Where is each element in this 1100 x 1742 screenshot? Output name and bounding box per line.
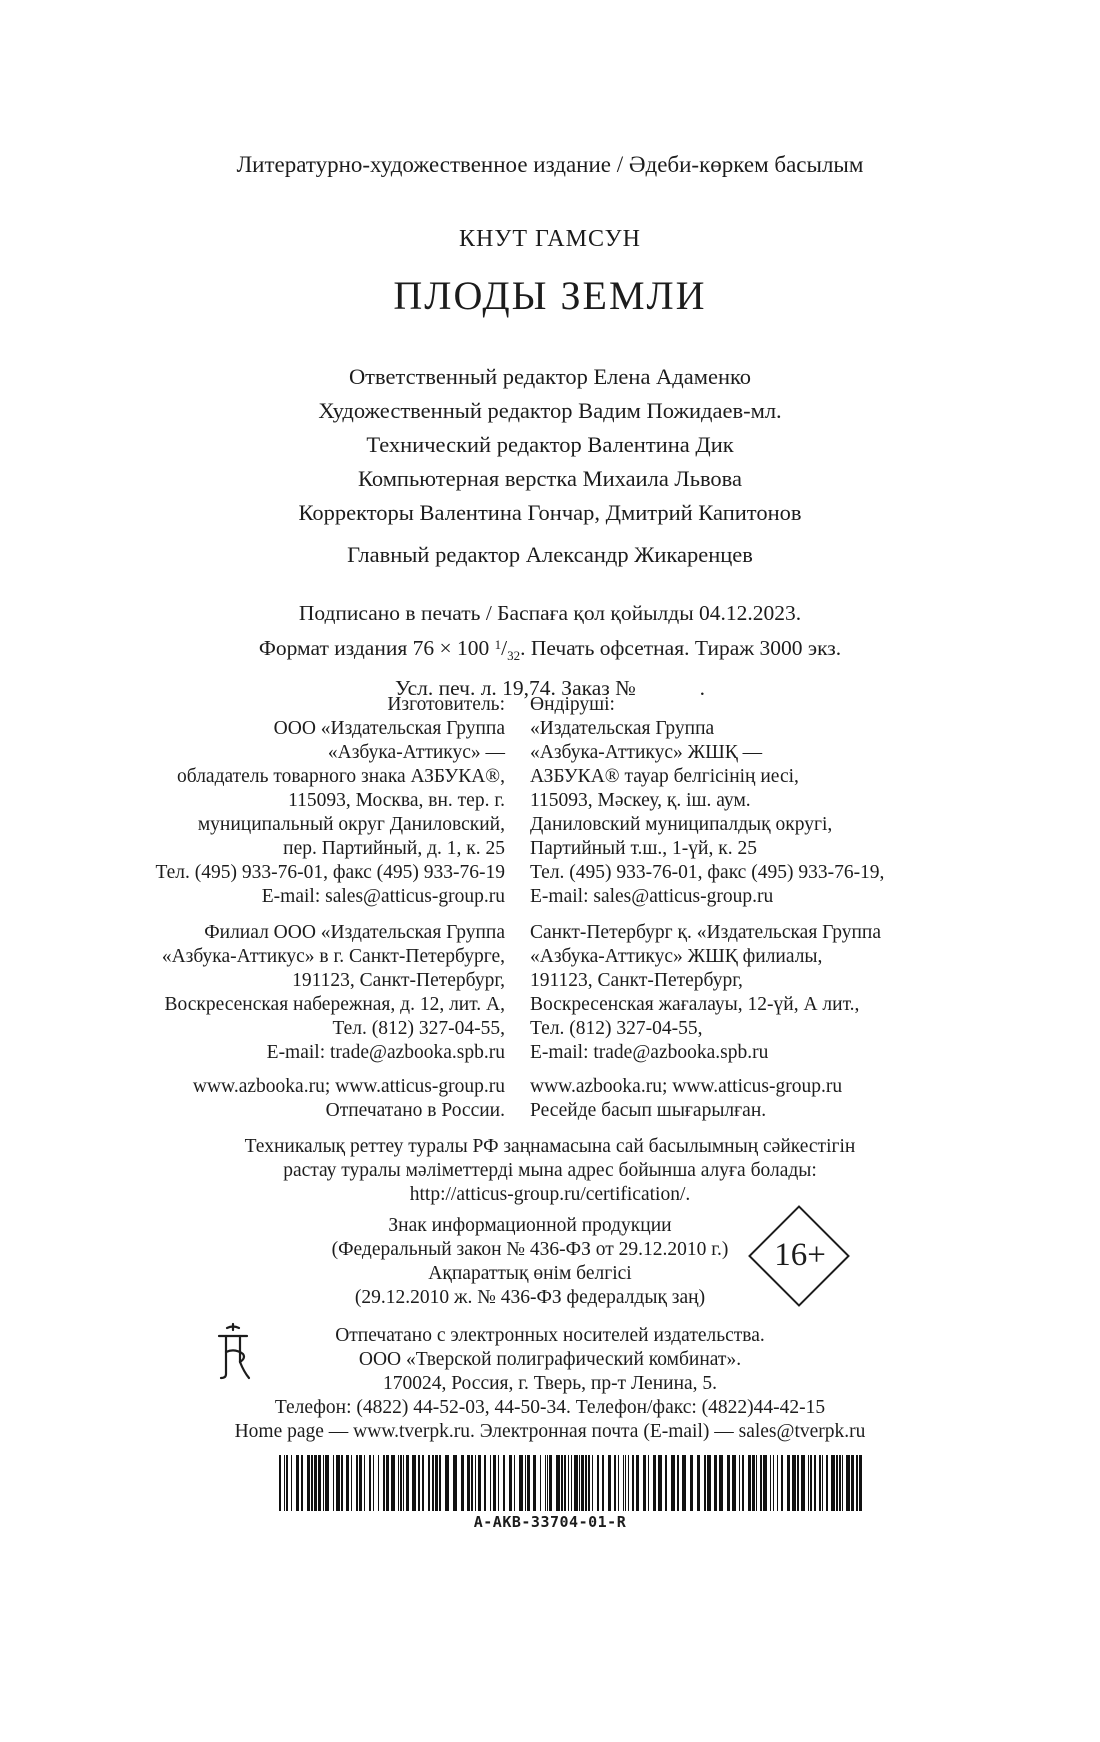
barcode-bar bbox=[819, 1455, 821, 1511]
barcode-bar bbox=[333, 1455, 334, 1511]
barcode-bar bbox=[540, 1455, 541, 1511]
info-mark-block bbox=[260, 1214, 800, 1310]
email-line: E-mail: trade@azbooka.spb.ru bbox=[266, 1042, 505, 1063]
barcode-bar bbox=[742, 1455, 744, 1511]
barcode-bar bbox=[356, 1455, 358, 1511]
barcode-bar bbox=[810, 1455, 812, 1511]
barcode-bar bbox=[588, 1455, 590, 1511]
barcode-bar bbox=[682, 1455, 686, 1511]
barcode-bar bbox=[346, 1455, 349, 1511]
text-line: 115093, Москва, вн. тер. г. bbox=[288, 790, 505, 811]
barcode-bar bbox=[439, 1455, 441, 1511]
barcode-bar bbox=[406, 1455, 409, 1511]
barcode-bar bbox=[325, 1455, 329, 1511]
barcode-bar bbox=[777, 1455, 778, 1511]
email-line: E-mail: trade@azbooka.spb.ru bbox=[530, 1042, 769, 1063]
branch-ru bbox=[75, 921, 505, 1065]
barcode-bar bbox=[453, 1455, 457, 1511]
barcode-bar bbox=[579, 1455, 580, 1511]
barcode-bar bbox=[412, 1455, 416, 1511]
barcode-bar bbox=[461, 1455, 464, 1511]
text-line: Воскресенская жағалауы, 12-үй, А лит., bbox=[530, 994, 860, 1015]
text-line: 191123, Санкт-Петербург, bbox=[530, 970, 743, 991]
barcode-bar bbox=[422, 1455, 424, 1511]
barcode-bar bbox=[291, 1455, 292, 1511]
barcode-bar bbox=[286, 1455, 288, 1511]
barcode-bar bbox=[398, 1455, 399, 1511]
barcode-bar bbox=[792, 1455, 796, 1511]
text-line: обладатель товарного знака АЗБУКА®, bbox=[177, 766, 505, 787]
barcode-bar bbox=[549, 1455, 552, 1511]
web-kz bbox=[530, 1075, 950, 1123]
barcode-bar bbox=[628, 1455, 629, 1511]
text-line: Телефон: (4822) 44-52-03, 44-50-34. Телефон/факс: (4822)44-42-15 bbox=[274, 1397, 826, 1418]
barcode-bar bbox=[383, 1455, 385, 1511]
printer-block bbox=[180, 1324, 920, 1444]
barcode-bar bbox=[296, 1455, 299, 1511]
barcode-bar bbox=[707, 1455, 711, 1511]
volume-line: Усл. печ. л. 19,74. Заказ № . bbox=[394, 676, 706, 700]
barcode-bar bbox=[842, 1455, 843, 1511]
email-line: E-mail: sales@atticus-group.ru bbox=[261, 886, 505, 907]
barcode-bar bbox=[836, 1455, 838, 1511]
barcode-bar bbox=[665, 1455, 667, 1511]
barcode-bar bbox=[614, 1455, 616, 1511]
barcode-bar bbox=[509, 1455, 512, 1511]
barcode-bar bbox=[359, 1455, 362, 1511]
text-line: Тел. (495) 933-76-01, факс (495) 933-76-19, bbox=[530, 862, 885, 883]
barcode-bar bbox=[307, 1455, 310, 1511]
barcode-bar bbox=[763, 1455, 767, 1511]
barcode-bar bbox=[279, 1455, 281, 1511]
barcode-bar bbox=[400, 1455, 402, 1511]
barcode-bar bbox=[484, 1455, 486, 1511]
barcode-bar bbox=[435, 1455, 438, 1511]
barcode-bar bbox=[351, 1455, 352, 1511]
barcode-bar bbox=[719, 1455, 723, 1511]
barcode-bar bbox=[311, 1455, 313, 1511]
barcode-bar bbox=[373, 1455, 374, 1511]
credit-line: Компьютерная верстка Михаила Львова bbox=[357, 466, 742, 491]
text-line: ООО «Тверской полиграфический комбинат». bbox=[358, 1349, 742, 1370]
barcode-bar bbox=[697, 1455, 700, 1511]
website-line: www.azbooka.ru; www.atticus-group.ru bbox=[192, 1076, 505, 1097]
barcode-bar bbox=[318, 1455, 321, 1511]
barcode-bar bbox=[814, 1455, 816, 1511]
barcode-bar bbox=[284, 1455, 285, 1511]
barcode-bar bbox=[527, 1455, 530, 1511]
text-line: Знак информационной продукции bbox=[388, 1215, 672, 1236]
barcode-bar bbox=[369, 1455, 371, 1511]
text-line: ООО «Издательская Группа bbox=[273, 718, 505, 739]
barcode-bar bbox=[801, 1455, 805, 1511]
barcode-bar bbox=[643, 1455, 646, 1511]
chief-editor: Главный редактор Александр Жикаренцев bbox=[347, 542, 753, 567]
text-line: муниципальный округ Даниловский, bbox=[197, 814, 505, 835]
barcode-bar bbox=[797, 1455, 799, 1511]
text-line: пер. Партийный, д. 1, к. 25 bbox=[283, 838, 505, 859]
barcode-bar bbox=[856, 1455, 858, 1511]
barcode-bar bbox=[571, 1455, 572, 1511]
barcode-bar bbox=[781, 1455, 783, 1511]
web-ru bbox=[75, 1075, 505, 1123]
format-line: Формат издания 76 × 100 $^1/_{32}$. Печать офсетная. Тираж 3000 экз. bbox=[258, 636, 842, 663]
website-line: www.azbooka.ru; www.atticus-group.ru bbox=[530, 1076, 843, 1097]
text-line: Ресейде басып шығарылған. bbox=[530, 1100, 767, 1121]
barcode-bar bbox=[564, 1455, 566, 1511]
text-line: «Издательская Группа bbox=[530, 718, 715, 739]
barcode-bar bbox=[739, 1455, 740, 1511]
barcode-bar bbox=[568, 1455, 569, 1511]
certification-url: http://atticus-group.ru/certification/. bbox=[409, 1184, 691, 1205]
credit-line: Ответственный редактор Елена Адаменко bbox=[348, 364, 752, 389]
barcode-bar bbox=[378, 1455, 379, 1511]
barcode-bar bbox=[714, 1455, 717, 1511]
barcode-bar bbox=[690, 1455, 693, 1511]
email-line: E-mail: sales@atticus-group.ru bbox=[530, 886, 774, 907]
barcode-bar bbox=[602, 1455, 604, 1511]
book-title: ПЛОДЫ ЗЕМЛИ bbox=[393, 273, 707, 318]
text-line: Даниловский муниципалдық округі, bbox=[530, 814, 833, 835]
print-info bbox=[0, 597, 1100, 704]
barcode-bar bbox=[636, 1455, 639, 1511]
barcode-bar bbox=[839, 1455, 841, 1511]
text-line: Партийный т.ш., 1-үй, к. 25 bbox=[530, 838, 757, 859]
credit-line: Технический редактор Валентина Дик bbox=[366, 432, 734, 457]
author-name: КНУТ ГАМСУН bbox=[459, 226, 641, 252]
barcode-bar bbox=[418, 1455, 420, 1511]
barcode-bar bbox=[787, 1455, 790, 1511]
barcode-bar bbox=[608, 1455, 611, 1511]
manufacturer-ru bbox=[75, 693, 505, 909]
credits-block bbox=[0, 360, 1100, 530]
barcode-bar bbox=[618, 1455, 619, 1511]
barcode-bar bbox=[519, 1455, 523, 1511]
text-line: Изготовитель: bbox=[387, 694, 505, 715]
barcode-bar bbox=[581, 1455, 584, 1511]
text-line: 191123, Санкт-Петербург, bbox=[292, 970, 505, 991]
barcode-bar bbox=[625, 1455, 626, 1511]
barcode-bar bbox=[386, 1455, 389, 1511]
text-line: Воскресенская набережная, д. 12, лит. А, bbox=[164, 994, 505, 1015]
barcode-bar bbox=[704, 1455, 706, 1511]
text-line: «Азбука-Аттикус» — bbox=[327, 742, 505, 763]
barcode-bar bbox=[846, 1455, 850, 1511]
barcode-bar bbox=[503, 1455, 505, 1511]
barcode-bar bbox=[428, 1455, 430, 1511]
barcode-bar bbox=[756, 1455, 757, 1511]
barcode-bar bbox=[727, 1455, 730, 1511]
text-line: 170024, Россия, г. Тверь, пр-т Ленина, 5. bbox=[382, 1373, 718, 1394]
text-line: Тел. (495) 933-76-01, факс (495) 933-76-19 bbox=[155, 862, 505, 883]
text-line: Отпечатано в России. bbox=[325, 1100, 505, 1121]
age-rating: 16+ bbox=[774, 1237, 826, 1273]
barcode-bar bbox=[648, 1455, 649, 1511]
barcode-bar bbox=[514, 1455, 515, 1511]
barcode-bar bbox=[336, 1455, 340, 1511]
barcode-bar bbox=[623, 1455, 624, 1511]
text-line: «Азбука-Аттикус» в г. Санкт-Петербурге, bbox=[161, 946, 505, 967]
barcode-bar bbox=[475, 1455, 476, 1511]
barcode-bar bbox=[822, 1455, 823, 1511]
barcode-bar bbox=[556, 1455, 560, 1511]
barcode-bar bbox=[671, 1455, 675, 1511]
age-rating-badge bbox=[748, 1205, 852, 1309]
barcode-bar bbox=[493, 1455, 496, 1511]
barcode-bar bbox=[851, 1455, 854, 1511]
text-line: Тел. (812) 327-04-55, bbox=[332, 1018, 505, 1039]
branch-kz bbox=[530, 921, 950, 1065]
text-line: «Азбука-Аттикус» ЖШҚ филиалы, bbox=[530, 946, 823, 967]
text-line: АЗБУКА® тауар белгісінің иесі, bbox=[530, 766, 799, 787]
text-line: Ақпараттық өнім белгісі bbox=[428, 1263, 632, 1284]
text-line: «Азбука-Аттикус» ЖШҚ — bbox=[530, 742, 763, 763]
series-line: Литературно-художественное издание / Әдеби-көркем басылым bbox=[236, 152, 864, 177]
barcode-bar bbox=[597, 1455, 599, 1511]
barcode-bar bbox=[632, 1455, 634, 1511]
text-line: Home page — www.tverpk.ru. Электронная почта (E-mail) — sales@tverpk.ru bbox=[234, 1421, 866, 1442]
barcode-bar bbox=[445, 1455, 449, 1511]
text-line: Өндіруші: bbox=[530, 694, 615, 715]
barcode-bar bbox=[808, 1455, 809, 1511]
barcode-bar bbox=[752, 1455, 755, 1511]
text-line: Тел. (812) 327-04-55, bbox=[530, 1018, 703, 1039]
text-line: (29.12.2010 ж. № 436-ФЗ федералдық заң) bbox=[354, 1287, 706, 1308]
barcode-bar bbox=[432, 1455, 434, 1511]
barcode-bar bbox=[545, 1455, 546, 1511]
barcode-bar bbox=[760, 1455, 762, 1511]
text-line: растау туралы мәліметтерді мына адрес бойынша алуға болады: bbox=[283, 1160, 817, 1181]
text-line: Отпечатано с электронных носителей издательства. bbox=[335, 1325, 765, 1346]
barcode-bar bbox=[585, 1455, 587, 1511]
barcode-bar bbox=[732, 1455, 736, 1511]
barcode-bar bbox=[533, 1455, 536, 1511]
barcode-bar bbox=[831, 1455, 835, 1511]
credit-line: Корректоры Валентина Гончар, Дмитрий Капитонов bbox=[298, 500, 802, 525]
barcode-bar bbox=[498, 1455, 499, 1511]
barcode-bar bbox=[677, 1455, 679, 1511]
barcode-bar bbox=[471, 1455, 473, 1511]
manufacturer-kz bbox=[530, 693, 950, 909]
credit-line: Художественный редактор Вадим Пожидаев-мл. bbox=[318, 398, 782, 423]
barcode-bar bbox=[490, 1455, 491, 1511]
barcode-bar bbox=[478, 1455, 481, 1511]
barcode-bar bbox=[467, 1455, 470, 1511]
barcode-bar bbox=[826, 1455, 828, 1511]
barcode-bar bbox=[770, 1455, 771, 1511]
text-line: 115093, Мәскеу, қ. іш. аум. bbox=[530, 790, 751, 811]
barcode-bar bbox=[301, 1455, 303, 1511]
barcode-bar bbox=[547, 1455, 548, 1511]
text-line: Санкт-Петербург қ. «Издательская Группа bbox=[530, 922, 881, 943]
text-line: Техникалық реттеу туралы РФ заңнамасына сай басылымның сәйкестігін bbox=[244, 1136, 856, 1157]
barcode-bar bbox=[653, 1455, 656, 1511]
barcode-bar bbox=[314, 1455, 317, 1511]
barcode-bar bbox=[525, 1455, 526, 1511]
barcode-bar bbox=[592, 1455, 593, 1511]
certification-block bbox=[0, 1135, 1100, 1207]
text-line: (Федеральный закон № 436-ФЗ от 29.12.2010 г.) bbox=[331, 1239, 729, 1260]
signed-line: Подписано в печать / Баспаға қол қойылды 04.12.2023. bbox=[298, 601, 802, 625]
barcode-code: A-AKB-33704-01-R bbox=[473, 1513, 627, 1531]
barcode-bar bbox=[323, 1455, 324, 1511]
barcode-bar bbox=[341, 1455, 343, 1511]
barcode-icon bbox=[277, 1455, 867, 1511]
barcode-bar bbox=[658, 1455, 662, 1511]
barcode-bar bbox=[859, 1455, 862, 1511]
text-line: Филиал ООО «Издательская Группа bbox=[204, 922, 505, 943]
barcode-bar bbox=[561, 1455, 563, 1511]
barcode-bar bbox=[391, 1455, 395, 1511]
barcode-bar bbox=[574, 1455, 578, 1511]
barcode-bar bbox=[403, 1455, 404, 1511]
barcode-bar bbox=[748, 1455, 751, 1511]
barcode-bar bbox=[364, 1455, 365, 1511]
barcode-bar bbox=[773, 1455, 774, 1511]
